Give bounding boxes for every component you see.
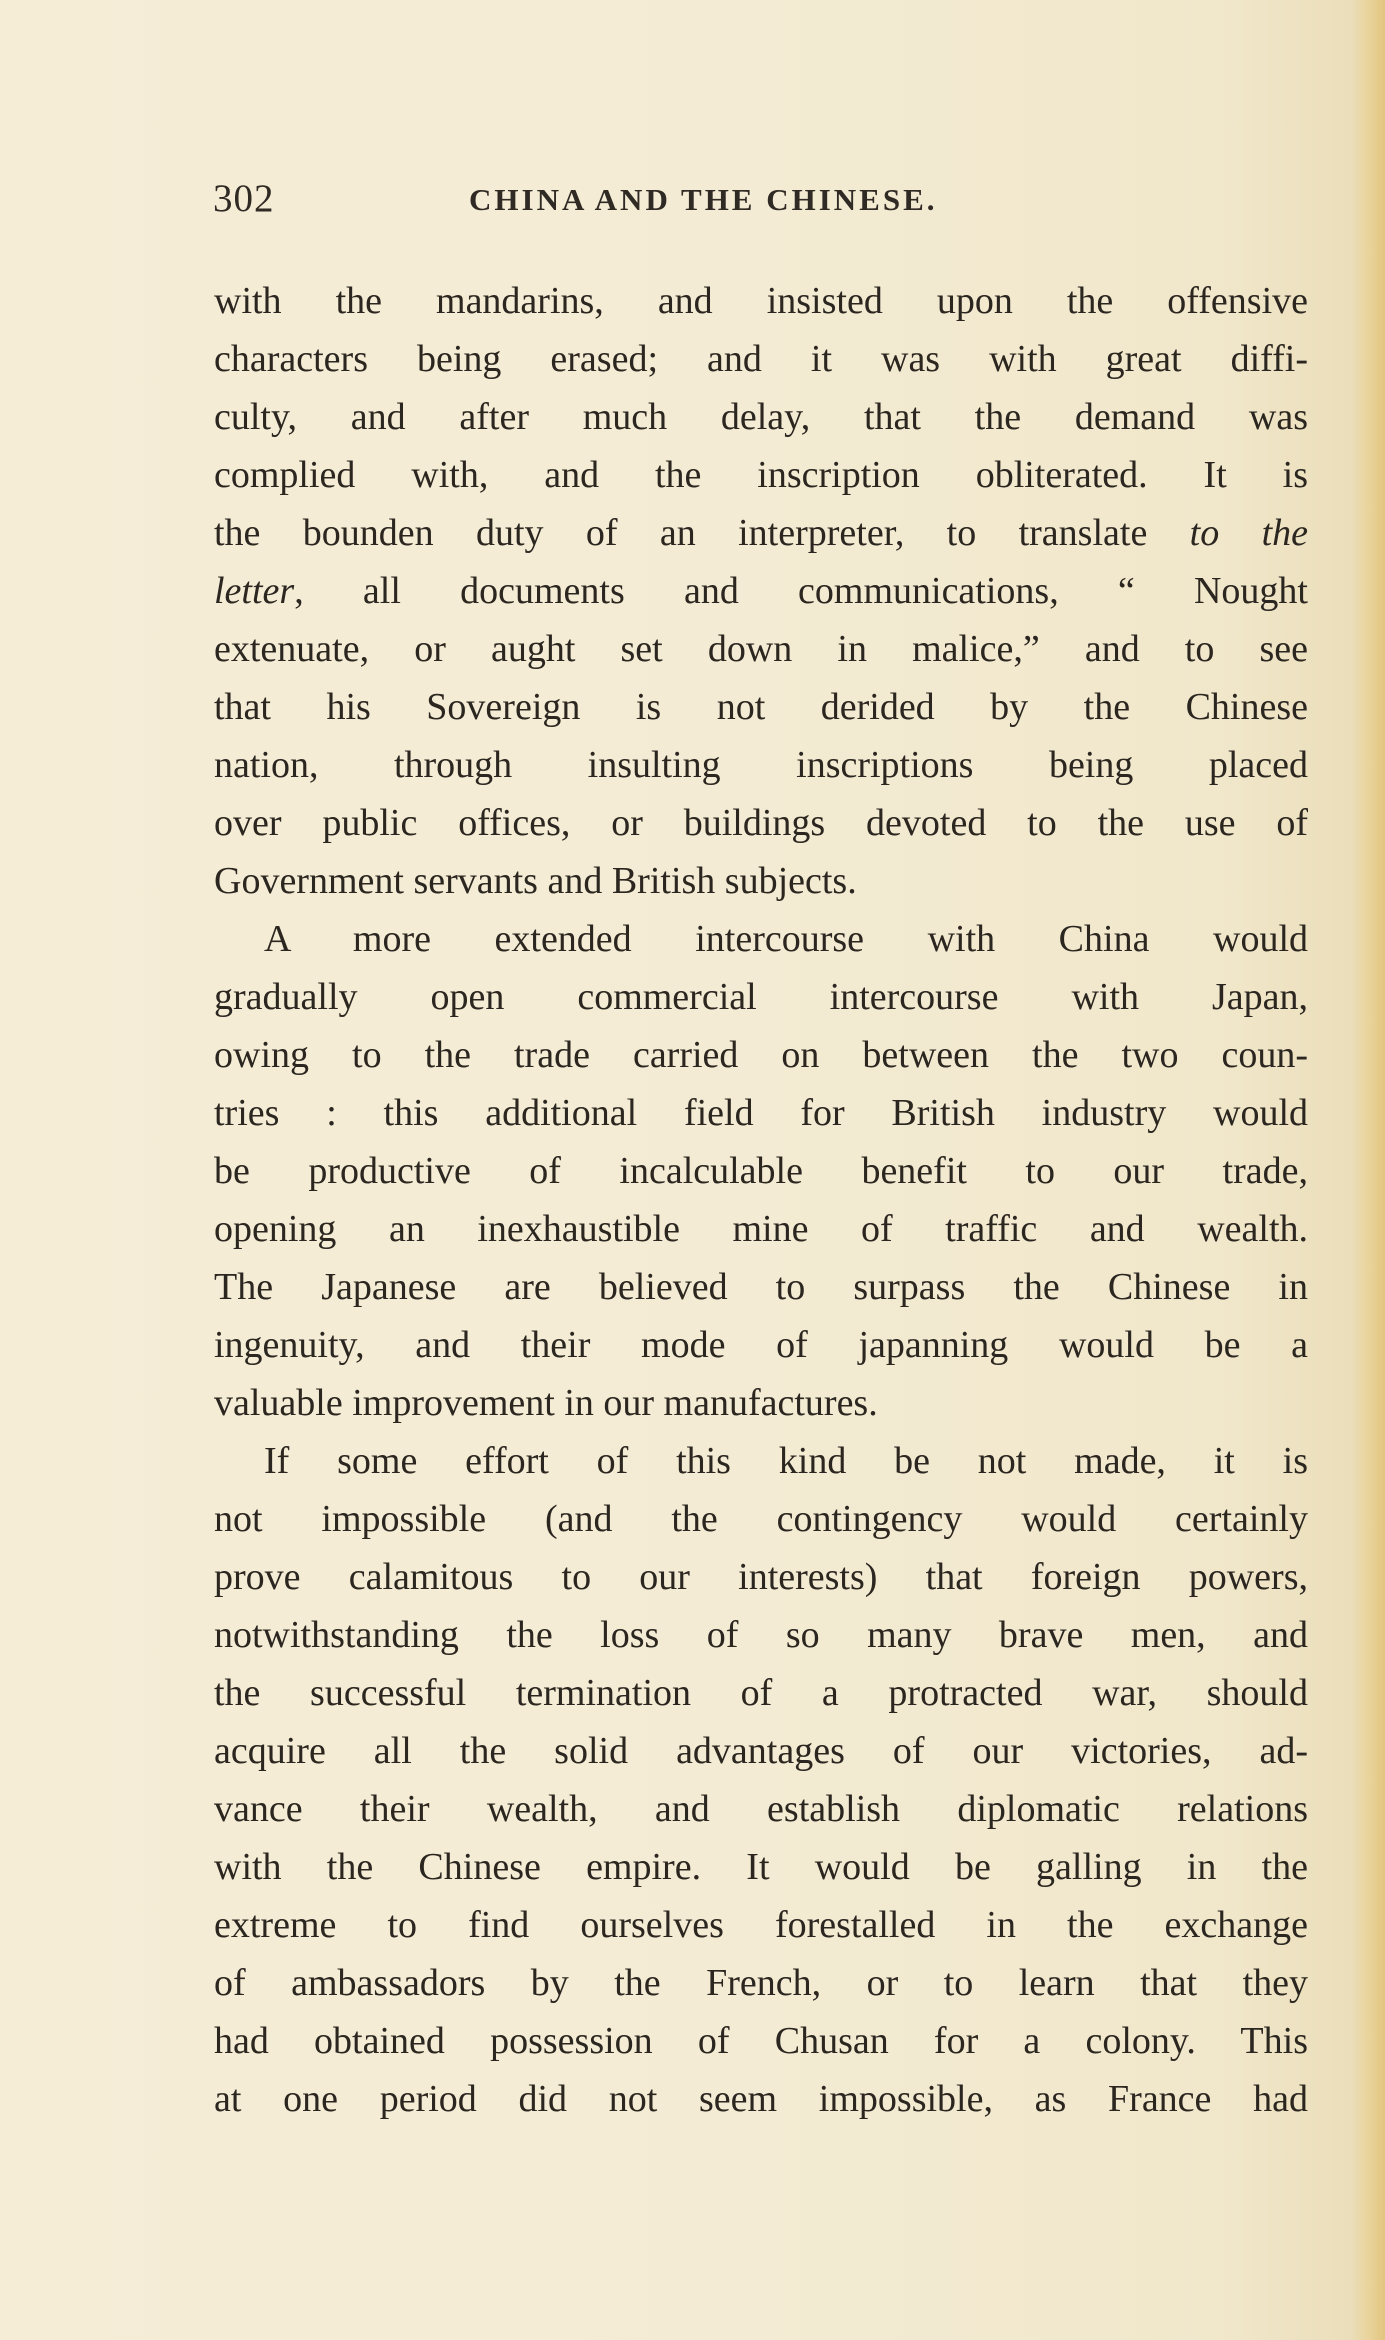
text-line: gradually open commercial intercourse with Japan, — [214, 976, 1308, 1018]
text-line: had obtained possession of Chusan for a colony. This — [214, 2020, 1308, 2062]
paragraph-end-line: Government servants and British subjects. — [214, 860, 857, 902]
text-line: notwithstanding the loss of so many brave men, and — [214, 1614, 1308, 1656]
text-line: that his Sovereign is not derided by the Chinese — [214, 686, 1308, 728]
text-line: prove calamitous to our interests) that foreign powers, — [214, 1556, 1308, 1598]
text-line: opening an inexhaustible mine of traffic and wealth. — [214, 1208, 1308, 1250]
text-line: with the Chinese empire. It would be galling in the — [214, 1846, 1308, 1888]
paragraph-start-line: A more extended intercourse with China would — [264, 918, 1308, 960]
text-line: vance their wealth, and establish diplomatic relations — [214, 1788, 1308, 1830]
text-line: not impossible (and the contingency would certainly — [214, 1498, 1308, 1540]
text-line: extenuate, or aught set down in malice,” and to see — [214, 628, 1308, 670]
text-line: owing to the trade carried on between the two coun- — [214, 1034, 1308, 1076]
text-line: over public offices, or buildings devoted to the use of — [214, 802, 1308, 844]
text-line: extreme to find ourselves forestalled in the exchange — [214, 1904, 1308, 1946]
text-line: letter, all documents and communications, “ Nought — [214, 570, 1308, 612]
text-line: tries : this additional field for British industry would — [214, 1092, 1308, 1134]
text-line: the successful termination of a protracted war, should — [214, 1672, 1308, 1714]
body-text — [214, 272, 1308, 2128]
paragraph-start-line: If some effort of this kind be not made, it is — [264, 1440, 1308, 1482]
text-line: of ambassadors by the French, or to learn that they — [214, 1962, 1308, 2004]
italic-phrase: letter — [214, 570, 295, 612]
text-line: complied with, and the inscription obliterated. It is — [214, 454, 1308, 496]
text-line: The Japanese are believed to surpass the Chinese in — [214, 1266, 1308, 1308]
page-edge-shading — [1351, 0, 1385, 2340]
italic-phrase: to the — [1189, 512, 1308, 554]
text-line: ingenuity, and their mode of japanning would be a — [214, 1324, 1308, 1366]
text-line: culty, and after much delay, that the demand was — [214, 396, 1308, 438]
text-line: with the mandarins, and insisted upon the offensive — [214, 280, 1308, 322]
text-line: the bounden duty of an interpreter, to translate to the — [214, 512, 1308, 554]
text-line: nation, through insulting inscriptions being placed — [214, 744, 1308, 786]
text-line: acquire all the solid advantages of our victories, ad- — [214, 1730, 1308, 1772]
text-line: at one period did not seem impossible, as France had — [214, 2078, 1308, 2120]
paragraph-end-line: valuable improvement in our manufactures. — [214, 1382, 878, 1424]
text-line: be productive of incalculable benefit to our trade, — [214, 1150, 1308, 1192]
running-title: CHINA AND THE CHINESE. — [469, 182, 938, 217]
page-header — [213, 176, 1303, 236]
text-line: characters being erased; and it was with great diffi- — [214, 338, 1308, 380]
page-number: 302 — [213, 177, 275, 220]
